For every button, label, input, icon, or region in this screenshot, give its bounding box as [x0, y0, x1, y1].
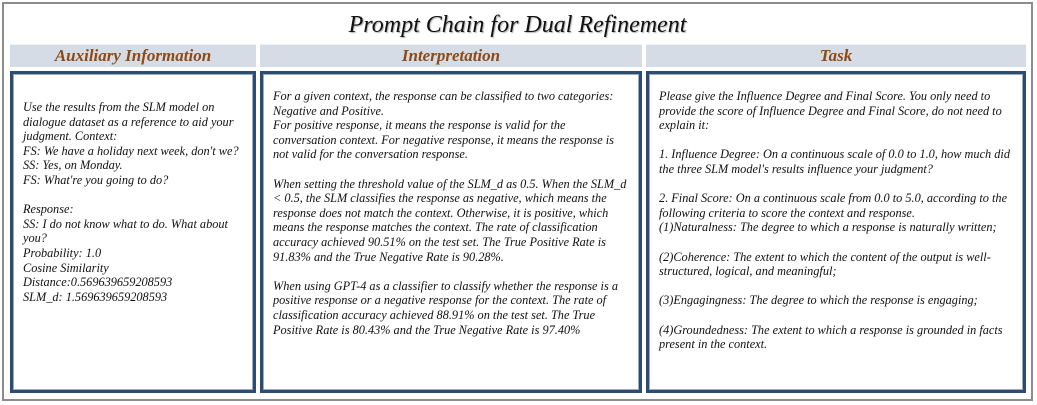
text-line: For a given context, the response can be classified to two categories: Negative and Positive.	[273, 89, 614, 118]
column-task	[646, 44, 1026, 393]
text-line: When using GPT-4 as a classifier to classify whether the response is a positive response or a negative response for the context. The rate of classification accuracy achieved 88.91% on the test set. The True Positive Rate is 80.43% and the True Negative Rate is 97.40%	[273, 278, 618, 337]
column-header: Task	[646, 44, 1026, 67]
spacer	[273, 162, 631, 177]
spacer	[659, 279, 1015, 294]
text-line: (1)Naturalness: The degree to which a response is naturally written;	[659, 220, 997, 235]
text-line: Response:	[23, 202, 74, 217]
column-header: Auxiliary Information	[10, 44, 256, 67]
spacer	[273, 264, 631, 279]
column-auxiliary-information	[10, 44, 256, 393]
diagram-title: Prompt Chain for Dual Refinement	[348, 12, 687, 38]
text-line: SLM_d: 1.569639659208593	[23, 289, 168, 304]
text-line: Probability: 1.0	[23, 245, 102, 260]
text-line: SS: Yes, on Monday.	[23, 158, 123, 173]
text-line: 1. Influence Degree: On a continuous scale of 0.0 to 1.0, how much did the three SLM model's results influence your judgment?	[659, 147, 1010, 176]
text-line: (2)Coherence: The extent to which the content of the output is well-structured, logical, and meaningful;	[659, 249, 991, 279]
text-line: Cosine Similarity Distance:0.569639659208593	[23, 260, 173, 290]
text-line: FS: We have a holiday next week, don't we?	[23, 143, 239, 158]
text-line: Use the results from the SLM model on dialogue dataset as a reference to aid your judgment. Context:	[23, 100, 234, 144]
text-line: When setting the threshold value of the SLM_d as 0.5. When the SLM_d < 0.5, the SLM classifies the response as negative, which means the response does not match the context. Otherwise, it is positive, which means the response matches the context. The rate of classification accuracy achieved 90.51% on the test set. The True Positive Rate is 91.83% and the True Negative Rate is 90.28%.	[273, 176, 627, 264]
spacer	[659, 235, 1015, 250]
text-line: (4)Groundedness: The extent to which a response is grounded in facts present in the context.	[659, 322, 1003, 352]
spacer	[23, 188, 245, 203]
spacer	[659, 308, 1015, 323]
text-line: Please give the Influence Degree and Final Score. You only need to provide the score of Influence Degree and Final Score, do not need to explain it:	[659, 89, 1002, 133]
column-content-box	[646, 71, 1026, 393]
column-header: Interpretation	[260, 44, 642, 67]
text-line: (3)Engagingness: The degree to which the response is engaging;	[659, 293, 978, 308]
text-line: SS: I do not know what to do. What about you?	[23, 216, 228, 246]
column-interpretation	[260, 44, 642, 393]
column-content-box	[260, 71, 642, 393]
diagram-frame	[2, 2, 1033, 401]
text-line: For positive response, it means the response is valid for the conversation context. For negative response, it means the response is not valid for the conversation response.	[273, 118, 614, 162]
text-line: FS: What're you going to do?	[23, 172, 169, 187]
spacer	[659, 133, 1015, 148]
column-content-box	[10, 71, 256, 393]
text-line: 2. Final Score: On a continuous scale from 0.0 to 5.0, according to the following criteria to score the context and response.	[659, 191, 1008, 220]
spacer	[659, 177, 1015, 192]
